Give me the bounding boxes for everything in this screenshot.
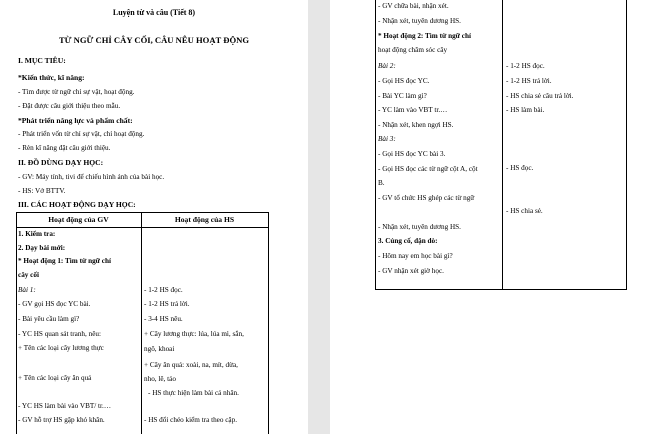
exercise-label: Bài 1: [18,286,36,294]
activity-1-title: * Hoạt động 1: Tìm từ ngữ chỉ [18,257,111,265]
gv-row: - Hôm nay em học bài gì? [378,252,453,260]
hs-row: ngô, khoai [144,345,175,353]
step-check: 1. Kiểm tra: [18,230,56,238]
table-border [502,0,503,289]
gv-row: - GV chữa bài, nhận xét. [378,2,449,10]
gv-row: - Nhận xét, tuyên dương HS. [378,223,461,231]
hs-row: nho, lê, táo [144,375,176,383]
hs-row: - HS làm bài. [506,106,545,114]
hs-row: - HS chia sẻ. [506,207,543,215]
step-new-lesson: 2. Dạy bài mới: [18,244,66,252]
gv-row: - YC HS làm bài vào VBT/ tr.… [18,402,112,410]
hs-row: - 1-2 HS đọc. [506,62,545,70]
gv-row: B. [378,179,385,187]
hs-row: - 3-4 HS nêu. [144,315,183,323]
gv-row: - YC HS quan sát tranh, nêu: [18,330,101,338]
section-activities: III. CÁC HOẠT ĐỘNG DẠY HỌC: [18,200,136,209]
activity-1-title-cont: cây cối [18,271,39,279]
gv-row: - GV hỗ trợ HS gặp khó khăn. [18,416,105,424]
document-page-right [330,0,650,434]
quality-heading: *Phát triển năng lực và phẩm chất: [18,116,133,125]
exercise-label: Bài 2: [378,62,396,70]
table-header-gv: Hoạt động của GV [48,215,109,224]
gv-row: - GV tổ chức HS ghép các từ ngữ [378,194,475,202]
gv-row: + Tên các loại cây ăn quả [18,374,92,382]
section-objectives: I. MỤC TIÊU: [18,56,66,65]
gv-row: - Bài YC làm gì? [378,92,427,100]
table-border [375,289,627,290]
hs-row: - HS chia sẻ câu trả lời. [506,92,574,100]
hs-row: - HS đọc. [506,164,534,172]
table-border [141,212,142,434]
hs-row: - 1-2 HS đọc. [144,286,183,294]
table-border [16,212,17,434]
hs-row: - 1-2 HS trả lời. [144,300,190,308]
equipment-item: - GV: Máy tính, tivi để chiếu hình ảnh của bài học. [18,173,165,181]
hs-row: + Cây ăn quả: xoài, na, mít, dừa, [144,361,238,369]
topic-title: TỪ NGỮ CHỈ CÂY CỐI, CÂU NÊU HOẠT ĐỘNG [58,35,250,45]
equipment-item: - HS: Vở BTTV. [18,187,66,195]
gv-row: - GV nhận xét giờ học. [378,267,444,275]
table-border [16,212,269,213]
exercise-label: Bài 3: [378,135,396,143]
activity-2-title: * Hoạt động 2: Tìm từ ngữ chỉ [378,32,471,40]
table-border [16,227,269,228]
gv-row: - Bài yêu cầu làm gì? [18,315,80,323]
quality-item: - Phát triển vốn từ chỉ sự vật, chỉ hoạt động. [18,130,145,138]
table-border [375,0,376,289]
hs-row: - 1-2 HS trả lời. [506,77,552,85]
gv-row: + Tên các loại cây lương thực [18,344,104,352]
knowledge-heading: *Kiến thức, kĩ năng: [18,73,85,82]
gv-row: - Gọi HS đọc YC bài 3. [378,150,446,158]
quality-item: - Rèn kĩ năng đặt câu giới thiệu. [18,144,111,152]
gv-row: - GV gọi HS đọc YC bài. [18,300,91,308]
document-page-left [0,0,308,434]
gv-row: - Gọi HS đọc YC. [378,77,430,85]
gv-row: - Nhận xét, tuyên dương HS. [378,17,461,25]
gv-row: - YC làm vào VBT tr.… [378,106,448,114]
section-equipment: II. ĐỒ DÙNG DẠY HỌC: [18,158,104,167]
hs-row: - HS đổi chéo kiểm tra theo cặp. [144,416,238,424]
gv-row: - Gọi HS đọc các từ ngữ cột A, cột [378,165,478,173]
hs-row: + Cây lương thực: lúa, lúa mì, sắn, [144,330,244,338]
lesson-title: Luyện từ và câu (Tiết 8) [112,8,196,17]
table-header-hs: Hoạt động của HS [174,215,235,224]
step-consolidation: 3. Củng cố, dặn dò: [378,237,438,245]
hs-row: - HS thực hiện làm bài cá nhân. [148,389,239,397]
activity-2-title-cont: hoạt động chăm sóc cây [378,46,448,54]
gv-row: - Nhận xét, khen ngợi HS. [378,121,454,129]
table-border [268,212,269,434]
knowledge-item: - Đặt được câu giới thiệu theo mẫu. [18,102,121,110]
table-border [626,0,627,289]
knowledge-item: - Tìm được từ ngữ chỉ sự vật, hoạt động. [18,88,135,96]
